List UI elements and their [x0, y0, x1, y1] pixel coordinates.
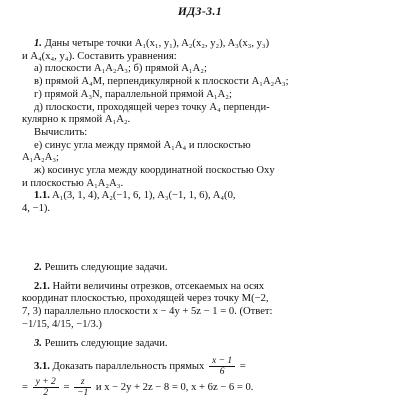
- fraction-x-numerator: x − 1: [209, 356, 235, 367]
- task-1-compute-label: Вычислить:: [34, 126, 88, 138]
- task-2-1-line-3: 7, 3) параллельно плоскости x − 4y + 5z − 1 = 0. (Ответ:: [22, 306, 273, 318]
- task-1-item-d-cont: кулярно к прямой A₁A₂.: [22, 114, 131, 126]
- task-3-1-text-1: Доказать параллельность прямых: [52, 360, 205, 372]
- task-3-number: 3.: [34, 338, 42, 349]
- task-3-1-line-2: [22, 377, 374, 398]
- task-3-heading: Решить следующие задачи.: [44, 338, 168, 349]
- task-1-example-text-1: A₁(3, 1, 4), A₂(−1, 6, 1), A₃(−1, 1, 6), A₄(0,: [51, 190, 236, 202]
- task-1-item-d: д) плоскости, проходящей через точку A₄ перпенди-: [34, 101, 270, 113]
- fraction-x-denominator: 6: [219, 366, 225, 377]
- task-1-example-line-1: [22, 190, 374, 203]
- task-1-example-number: 1.1.: [34, 190, 50, 202]
- task-1-intro-text-1: Даны четыре точки A₁(x₁, y₁), A₂(x₂, y₂), A₃(x₃, y₃): [44, 38, 270, 49]
- task-1-compute-zh-line-2: и плоскостью A₁A₂A₃.: [22, 177, 124, 189]
- fraction-z: [74, 377, 91, 398]
- fraction-y-numerator: y + 2: [33, 377, 59, 388]
- task-2-heading: Решить следующие задачи.: [44, 262, 168, 273]
- task-1-intro-line-1: [22, 38, 374, 51]
- equals-sign-lead: =: [22, 381, 28, 393]
- task-2-section: [22, 262, 374, 332]
- task-2-1-line-4: −1/15, 4/15, −1/3.): [22, 318, 102, 330]
- task-2-number: 2.: [34, 262, 42, 273]
- task-2-heading-line: [22, 262, 374, 275]
- task-2-1-line-1: [22, 281, 374, 294]
- task-3-section: [22, 338, 374, 398]
- task-3-1-equations: и x − 2y + 2z − 8 = 0, x + 6z − 6 = 0.: [95, 381, 254, 393]
- task-1-intro-line-2: и A₄(x₄, y₄). Составить уравнения:: [22, 50, 177, 62]
- fraction-x: [209, 356, 235, 377]
- equals-sign-1: =: [239, 360, 246, 372]
- task-1-example-line-2: 4, −1).: [22, 203, 51, 215]
- task-1-number: 1.: [34, 38, 42, 49]
- task-1-item-v: в) прямой A₄M, перпендикулярной к плоскости A₁A₂A₃;: [34, 76, 289, 88]
- task-1-item-g: г) прямой A₃N, параллельной прямой A₁A₂;: [34, 88, 232, 100]
- task-3-1-number: 3.1.: [34, 360, 50, 372]
- task-2-1-number: 2.1.: [34, 280, 50, 292]
- task-1-section: [22, 38, 374, 216]
- task-1-item-a: а) плоскости A₁A₂A₃; б) прямой A₁A₂;: [34, 63, 207, 75]
- task-2-1-text-1: Найти величины отрезков, отсекаемых на осях: [52, 280, 265, 292]
- fraction-z-numerator: z: [74, 377, 91, 388]
- equals-sign-2: =: [63, 381, 70, 393]
- task-3-1-line-1: [22, 356, 374, 377]
- task-1-compute-zh-line-1: ж) косинус угла между координатной поскостью Oxy: [34, 165, 275, 177]
- task-1-compute-e-line-1: е) синус угла между прямой A₁A₄ и плоскостью: [34, 139, 251, 151]
- document-title: ИДЗ-3.1: [177, 6, 223, 18]
- fraction-y: [33, 377, 59, 398]
- fraction-y-denominator: 2: [43, 387, 49, 398]
- fraction-z-denominator: −1: [77, 387, 89, 398]
- task-1-compute-e-line-2: A₁A₂A₃;: [22, 152, 59, 164]
- task-2-1-line-2: координат плоскостью, проходящей через точку M(−2,: [22, 293, 269, 305]
- task-3-heading-line: [22, 338, 374, 351]
